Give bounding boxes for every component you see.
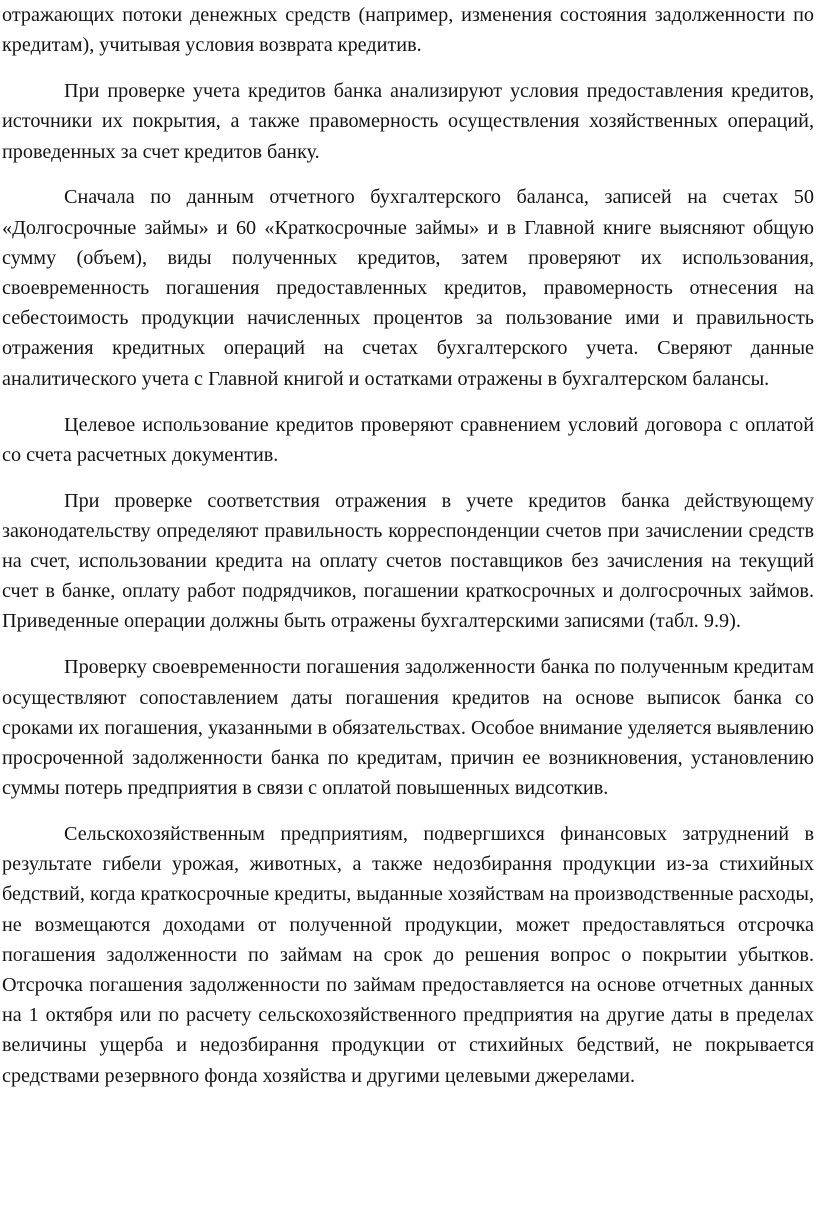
paragraph-legislation: При проверке соответствия отражения в учете кредитов банка действующему законодательству определяют правильность корреспонденции счетов при зачислении средств на счет, использовании кредита на оплату счетов поставщиков без зачисления на текущий счет в банке, оплату работ подрядчиков, погашении краткосрочных и долгосрочных займов. Приведенные операции должны быть отражены бухгалтерскими записями (табл. 9.9). [2, 489, 814, 633]
paragraph-repayment: Проверку своевременности погашения задолженности банка по полученным кредитам осуществляют сопоставлением даты погашения кредитов на основе выписок банка со сроками их погашения, указанными в обязательствах. Особое внимание уделяется выявлению просроченной задолженности банка по кредитам, причин ее возникновения, установлению суммы потерь предприятия в связи с оплатой повышенных видсоткив. [2, 656, 814, 800]
paragraph-balance-check: Сначала по данным отчетного бухгалтерского баланса, записей на счетах 50 «Долгосрочные займы» и 60 «Краткосрочные займы» и в Главной книге выясняют общую сумму (объем), виды полученных кредитов, затем проверяют их использования, своевременность погашения предоставленных кредитов, правомерность отнесения на себестоимость продукции начисленных процентов за пользование ими и правильность отражения кредитных операций на счетах бухгалтерского учета. Сверяют данные аналитического учета с Главной книгой и остатками отражены в бухгалтерском балансы. [2, 186, 814, 390]
paragraph-target-use: Целевое использование кредитов проверяют сравнением условий договора с оплатой со счета расчетных документив. [2, 413, 814, 466]
paragraph-continued: отражающих потоки денежных средств (например, изменения состояния задолженности по кредитам), учитывая условия возврата кредитив. [2, 4, 814, 57]
paragraph-credit-audit: При проверке учета кредитов банка анализируют условия предоставления кредитов, источники их покрытия, а также правомерность осуществления хозяйственных операций, проведенных за счет кредитов банку. [2, 80, 814, 163]
paragraph-agriculture: Сельскохозяйственным предприятиям, подвергшихся финансовых затруднений в результате гибели урожая, животных, а также недозбирання продукции из-за стихийных бедствий, когда краткосрочные кредиты, выданные хозяйствам на производственные расходы, не возмещаются доходами от полученной продукции, может предоставляться отсрочка погашения задолженности по займам на срок до решения вопрос о покрытии убытков. Отсрочка погашения задолженности по займам предоставляется на основе отчетных данных на 1 октября или по расчету сельскохозяйственного предприятия на другие даты в пределах величины ущерба и недозбирання продукции от стихийных бедствий, не покрывается средствами резервного фонда хозяйства и другими целевыми джерелами. [2, 823, 814, 1087]
